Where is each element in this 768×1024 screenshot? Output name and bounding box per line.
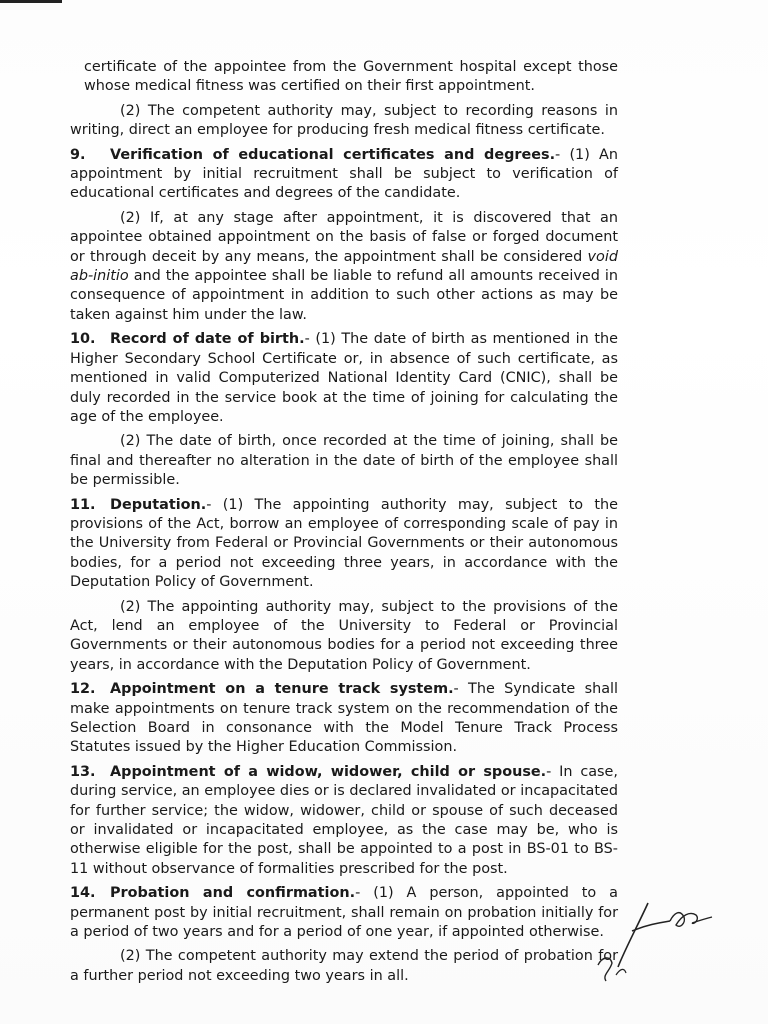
section-text: - The Syndicate shall make appointments on tenure track system on the recommendation of the Selection Board in consonance with the Model Tenure Track Process Statutes issued by the Higher Education Commission.	[70, 681, 619, 756]
section-text: - (1) The date of birth as mentioned in the Higher Secondary School Certificate or, in absence of such certificate, as mentioned in valid Computerized National Identity Card (CNIC), shall be duly recorded in the service book at the time of joining for calculating the age of the employee.	[70, 331, 618, 425]
section-title: Deputation.	[110, 496, 207, 513]
document-body	[70, 58, 618, 991]
section-number: 11.	[70, 496, 96, 513]
section-number: 14.	[70, 885, 96, 902]
section-title: Record of date of birth.	[110, 331, 305, 348]
paragraph-text: and the appointee shall be liable to refund all amounts received in consequence of appointment in addition to such other actions as may be taken against him under the law.	[70, 268, 618, 323]
section-9-sub-2	[70, 209, 618, 325]
section-text: - (1) The appointing authority may, subject to the provisions of the Act, borrow an employee of corresponding scale of pay in the University from Federal or Provincial Governments or their autonomous bodies, for a period not exceeding three years, in accordance with the Deputation Policy of Government.	[70, 496, 618, 591]
paragraph-text: (2) The appointing authority may, subject to the provisions of the Act, lend an employee of the University to Federal or Provincial Governments or their autonomous bodies for a period not exceeding three years, in accordance with the Deputation Policy of Government.	[70, 598, 618, 673]
paragraph-medical-sub-2	[70, 102, 618, 141]
section-title: Appointment of a widow, widower, child or spouse.	[110, 763, 547, 780]
section-12	[70, 680, 618, 758]
paragraph-text: (2) The competent authority may, subject to recording reasons in writing, direct an employee for producing fresh medical fitness certificate.	[70, 102, 618, 139]
section-text: - In case, during service, an employee dies or is declared invalidated or incapacitated for further service; the widow, widower, child or spouse of such deceased or invalidated or incapacitated employee, as the case may be, who is otherwise eligible for the post, shall be appointed to a post in BS-01 to BS-11 without observance of formalities prescribed for the post.	[70, 763, 618, 877]
section-title: Verification of educational certificates and degrees.	[110, 146, 556, 163]
section-10	[70, 330, 618, 427]
section-14-sub-2	[70, 947, 618, 986]
section-title: Probation and confirmation.	[110, 885, 356, 902]
section-number: 12.	[70, 681, 96, 698]
section-11-sub-2	[70, 598, 618, 676]
section-title: Appointment on a tenure track system.	[110, 681, 454, 698]
section-14	[70, 884, 618, 942]
section-13	[70, 763, 618, 879]
paragraph-medical-continuation	[70, 58, 618, 97]
paragraph-text: certificate of the appointee from the Government hospital except those whose medical fitness was certified on their first appointment.	[84, 59, 618, 95]
paragraph-text: (2) The competent authority may extend the period of probation for a further period not exceeding two years in all.	[70, 948, 618, 984]
handwritten-signature-icon	[588, 895, 718, 985]
paragraph-text: (2) If, at any stage after appointment, it is discovered that an appointee obtained appointment on the basis of false or forged document or through deceit by any means, the appointment shall be considered	[70, 209, 618, 265]
italic-term: void ab-initio	[70, 248, 618, 285]
section-11	[70, 496, 618, 593]
section-text: - (1) An appointment by initial recruitment shall be subject to verification of educational certificates and degrees of the candidate.	[70, 146, 618, 202]
section-text: - (1) A person, appointed to a permanent post by initial recruitment, shall remain on probation initially for a period of two years and for a period of one year, if appointed otherwise.	[70, 885, 618, 941]
paragraph-text: (2) The date of birth, once recorded at the time of joining, shall be final and thereafter no alteration in the date of birth of the employee shall be permissible.	[70, 433, 618, 489]
top-edge-rule	[0, 0, 62, 3]
section-10-sub-2	[70, 432, 618, 490]
section-number: 10.	[70, 331, 96, 348]
section-9	[70, 146, 618, 204]
section-number: 13.	[70, 763, 96, 780]
section-number: 9.	[70, 146, 86, 163]
